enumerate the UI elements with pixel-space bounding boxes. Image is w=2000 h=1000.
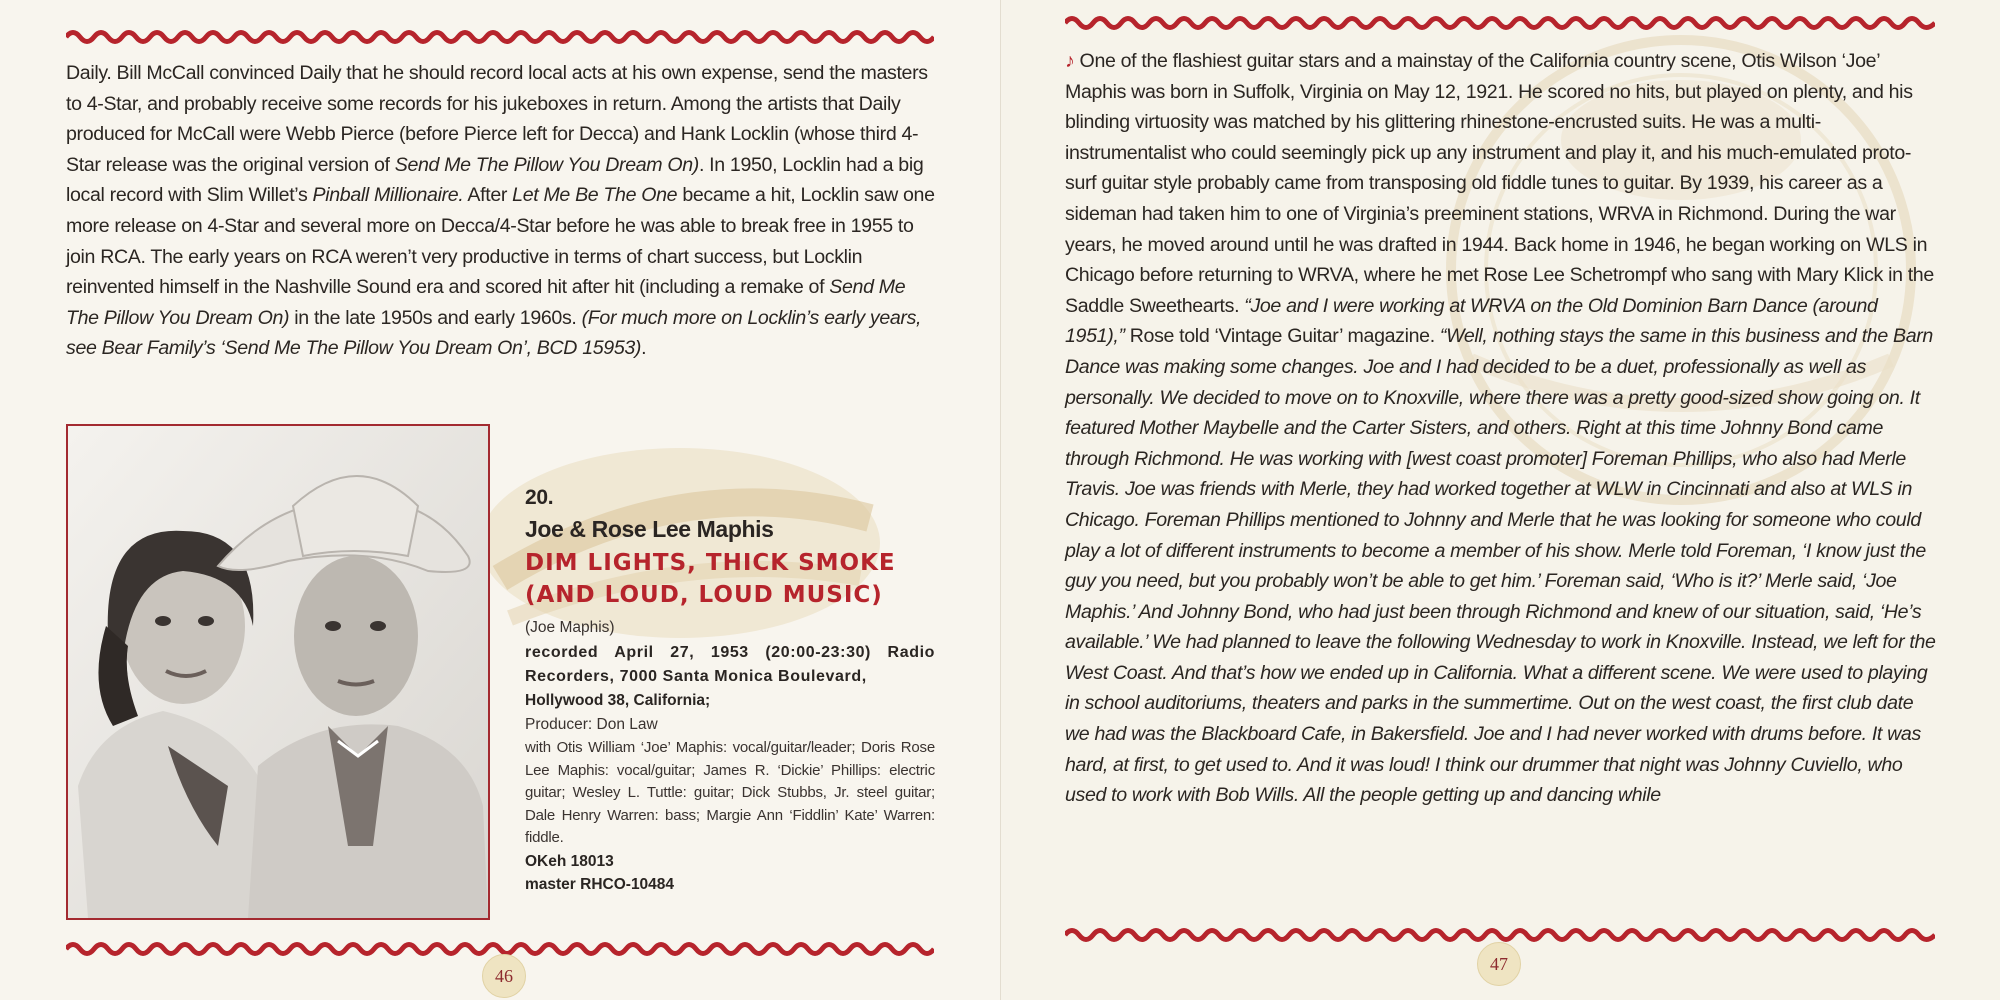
right-page xyxy=(1000,0,2000,1000)
recording-details: recorded April 27, 1953 (20:00-23:30) Radio Recorders, 7000 Santa Monica Boulevard, xyxy=(525,644,935,685)
track-info xyxy=(525,486,935,896)
text-run: in the late 1950s and early 1960s. xyxy=(289,306,582,329)
left-body-paragraph xyxy=(66,58,938,364)
text-run: . xyxy=(641,337,647,360)
right-body-paragraph xyxy=(1065,46,1937,811)
page-number: 46 xyxy=(482,954,526,998)
track-title xyxy=(525,547,935,611)
top-wave-border xyxy=(66,26,934,48)
text-run: . In 1950, Locklin had a big local record with Slim Willet’s xyxy=(66,153,924,207)
track-artist: Joe & Rose Lee Maphis xyxy=(525,516,774,542)
text-run: Send Me The Pillow You Dream On) xyxy=(394,153,699,176)
text-run: Pinball Millionaire. xyxy=(312,184,464,207)
text-run: “Well, nothing stays the same in this business and the Barn Dance was making some changes. Joe and I had decided to be a duet, professionally as well as personally. We decided to move on to Knoxville, where there was a pretty good-sized show going on. It featured Mother Maybelle and the Carter Sisters, and others. Right at this time Johnny Bond came through Richmond. He was working with [west coast promoter] Foreman Phillips, who also had Merle Travis. Joe was friends with Merle, they had worked together at WLW in Cincinnati and also at WLS in Chicago. Foreman Phillips mentioned to Johnny and Merle that he was looking for someone who could play a lot of different instruments to become a member of his show. Merle told Foreman, ‘I know just the guy you need, but you probably won’t be able to get him.’ Foreman said, ‘Who is it?’ Merle said, ‘Joe Maphis.’ And Johnny Bond, who had just been through Richmond and knew of our situation, said, ‘He’s available.’ We had planned to leave the following Wednesday to work in Knoxville. Instead, we left for the West Coast. And that’s how we ended up in California. What a different scene. We were used to playing in school auditoriums, theaters and parks in the summertime. Out on the west coast, the first club date we had was the Blackboard Cafe, in Bakersfield. Joe and I had never worked with drums before. It was hard, at first, to get used to. And it was loud! I think our drummer that night was Johnny Cuviello, who used to work with Bob Wills. All the people getting up and dancing while xyxy=(1065,325,1936,807)
track-composer: (Joe Maphis) xyxy=(525,619,615,636)
text-run: (For much more on Locklin’s early years, see Bear Family’s ‘Send Me The Pillow You Dream On’, BCD 15953) xyxy=(66,306,922,360)
master-number: master RHCO-10484 xyxy=(525,875,675,893)
text-run: “Joe and I were working at WRVA on the Old Dominion Barn Dance (around 1951),” xyxy=(1065,294,1878,348)
text-run: After xyxy=(463,184,513,207)
producer: Producer: Don Law xyxy=(525,716,658,733)
artist-photo xyxy=(66,424,490,920)
page-number: 47 xyxy=(1477,942,1521,986)
text-run: Let Me Be The One xyxy=(512,184,678,207)
personnel: with Otis William ‘Joe’ Maphis: vocal/guitar/leader; Doris Rose Lee Maphis: vocal/guitar; James R. ‘Dickie’ Phillips: electric guitar; Wesley L. Tuttle: guitar; Dick Stubbs, Jr. steel guitar; Dale Henry Warren: bass; Margie Ann ‘Fiddlin’ Kate’ Warren: fiddle. xyxy=(525,739,935,846)
opening-mark-icon: ♪ xyxy=(1065,50,1075,72)
recording-location: Hollywood 38, California; xyxy=(525,692,711,709)
text-run: became a hit, Locklin saw one more release on 4-Star and several more on Decca/4-Star before he was able to break free in 1955 to join RCA. The early years on RCA weren’t very productive in terms of chart success, but Locklin reinvented himself in the Nashville Sound era and scored hit after hit (including a remake of xyxy=(66,184,935,299)
track-title-line2: (AND LOUD, LOUD MUSIC) xyxy=(525,582,883,608)
text-run: Rose told ‘Vintage Guitar’ magazine. xyxy=(1124,325,1440,348)
label-number: OKeh 18013 xyxy=(525,852,614,870)
track-number: 20. xyxy=(525,486,554,509)
text-run: One of the flashiest guitar stars and a mainstay of the California country scene, Otis Wilson ‘Joe’ Maphis was born in Suffolk, Virginia on May 12, 1921. He scored no hits, but played on plenty, and his blinding virtuosity was matched by his glittering rhinestone-encrusted suits. He was a multi-instrumentalist who could seemingly pick up any instrument and play it, and his much-emulated proto-surf guitar style probably came from transposing old fiddle tunes to guitar. By 1939, his career as a sideman had taken him to one of Virginia’s preeminent stations, WRVA in Richmond. During the war years, he moved around until he was drafted in 1944. Back home in 1946, he began working on WLS in Chicago before returning to WRVA, where he met Rose Lee Schetrompf who sang with Mary Klick in the Saddle Sweethearts. xyxy=(1065,50,1934,317)
track-title-line1: DIM LIGHTS, THICK SMOKE xyxy=(525,550,896,576)
text-run: Daily. Bill McCall convinced Daily that he should record local acts at his own expense, send the masters to 4-Star, and probably receive some records for his jukeboxes in return. Among the artists that Daily produced for McCall were Webb Pierce (before Pierce left for Decca) and Hank Locklin (whose third 4-Star release was the original version of xyxy=(66,62,928,176)
text-run: Send Me The Pillow You Dream On) xyxy=(66,276,906,329)
